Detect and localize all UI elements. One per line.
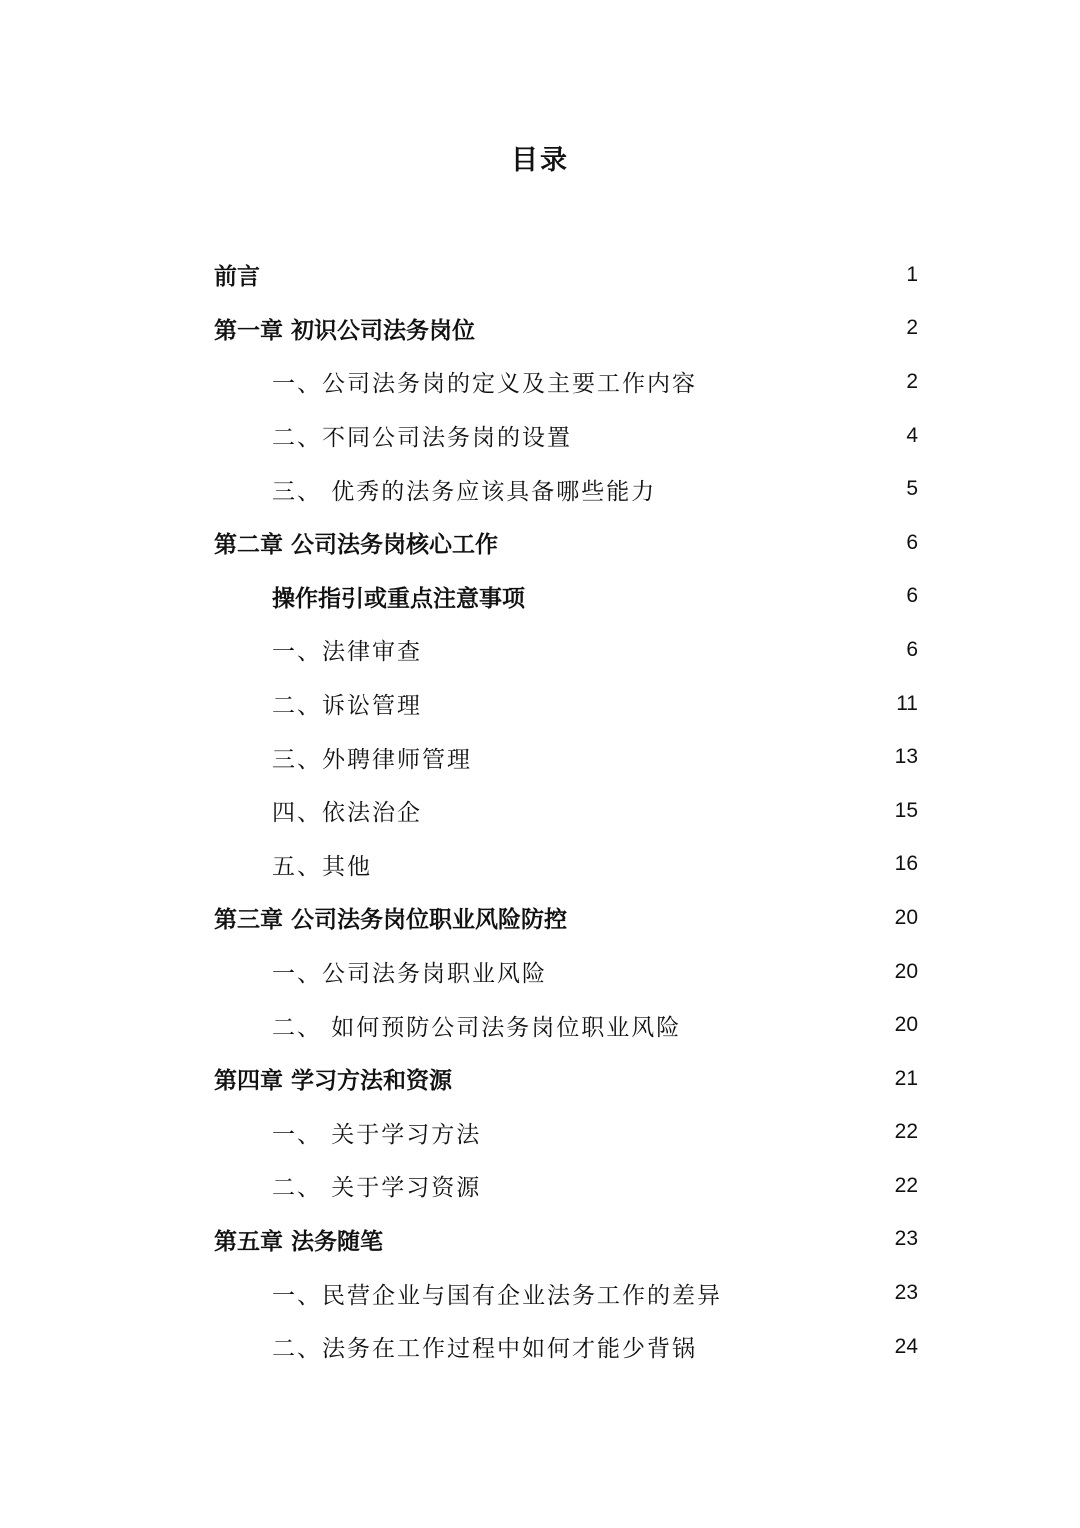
toc-entry-label: 第二章 公司法务岗核心工作	[214, 532, 499, 559]
toc-entry-label: 二、不同公司法务岗的设置	[272, 425, 572, 452]
toc-entry-chapter-1[interactable]	[214, 302, 918, 356]
toc-entry-label: 五、其他	[272, 853, 372, 880]
toc-entry-label: 二、诉讼管理	[272, 693, 422, 720]
toc-entry-page-number: 20	[894, 905, 918, 929]
toc-entry-page-number: 20	[894, 959, 918, 983]
toc-entry-chapter-3[interactable]	[214, 891, 918, 945]
toc-entry-page-number: 23	[894, 1281, 918, 1305]
toc-entry-chapter-5[interactable]	[214, 1213, 918, 1267]
toc-entry-section[interactable]	[214, 784, 918, 838]
toc-entry-page-number: 6	[906, 637, 918, 661]
toc-entry-label: 第三章 公司法务岗位职业风险防控	[214, 907, 568, 934]
toc-entry-label: 一、公司法务岗职业风险	[272, 961, 547, 988]
toc-entry-page-number: 13	[894, 745, 918, 769]
toc-entry-section[interactable]	[214, 730, 918, 784]
page-title: 目录	[511, 145, 569, 176]
toc-entry-label: 一、民营企业与国有企业法务工作的差异	[272, 1282, 722, 1309]
toc-entry-section[interactable]	[214, 1159, 918, 1213]
toc-entry-label: 三、 优秀的法务应该具备哪些能力	[272, 478, 657, 505]
toc-entry-label: 第五章 法务随笔	[214, 1228, 384, 1255]
toc-entry-label: 前言	[214, 264, 260, 291]
toc-entry-page-number: 24	[894, 1334, 918, 1358]
toc-entry-section[interactable]	[214, 838, 918, 892]
toc-entry-section[interactable]	[214, 462, 918, 516]
toc-entry-page-number: 22	[894, 1120, 918, 1144]
toc-entry-section[interactable]	[214, 677, 918, 731]
toc-entry-label: 一、法律审查	[272, 639, 422, 666]
toc-entry-page-number: 6	[906, 584, 918, 608]
toc-entry-label: 二、法务在工作过程中如何才能少背锅	[272, 1336, 697, 1363]
toc-entry-section[interactable]	[214, 1106, 918, 1160]
toc-entry-preface[interactable]	[214, 248, 918, 302]
toc-entry-chapter-4[interactable]	[214, 1052, 918, 1106]
toc-entry-label: 第一章 初识公司法务岗位	[214, 317, 476, 344]
toc-entry-chapter-2[interactable]	[214, 516, 918, 570]
toc-entry-section[interactable]	[214, 1266, 918, 1320]
toc-entry-section[interactable]	[214, 623, 918, 677]
toc-entry-label: 四、依法治企	[272, 800, 422, 827]
toc-entry-label: 二、 如何预防公司法务岗位职业风险	[272, 1014, 682, 1041]
toc-entry-page-number: 5	[906, 477, 918, 501]
toc-entry-section[interactable]	[214, 355, 918, 409]
toc-entry-label: 一、公司法务岗的定义及主要工作内容	[272, 371, 697, 398]
toc-entry-section[interactable]	[214, 998, 918, 1052]
toc-entry-page-number: 21	[894, 1066, 918, 1090]
toc-entry-page-number: 2	[906, 316, 918, 340]
toc-entry-label: 一、 关于学习方法	[272, 1121, 482, 1148]
toc-entry-section[interactable]	[214, 945, 918, 999]
toc-entry-page-number: 16	[894, 852, 918, 876]
toc-entry-label: 二、 关于学习资源	[272, 1175, 482, 1202]
toc-entry-page-number: 2	[906, 369, 918, 393]
toc-entry-page-number: 22	[894, 1173, 918, 1197]
toc-entry-page-number: 20	[894, 1013, 918, 1037]
toc-entry-page-number: 15	[894, 798, 918, 822]
toc-entry-page-number: 4	[906, 423, 918, 447]
toc-entry-label: 操作指引或重点注意事项	[272, 585, 525, 612]
toc-entry-label: 三、外聘律师管理	[272, 746, 472, 773]
toc-entry-page-number: 1	[906, 262, 918, 286]
toc-entry-chapter-subtitle[interactable]	[214, 570, 918, 624]
toc-entry-page-number: 11	[896, 691, 918, 715]
toc-entry-label: 第四章 学习方法和资源	[214, 1068, 453, 1095]
toc-entry-section[interactable]	[214, 1320, 918, 1374]
table-of-contents	[214, 248, 918, 1373]
toc-entry-page-number: 6	[906, 530, 918, 554]
toc-entry-section[interactable]	[214, 409, 918, 463]
toc-entry-page-number: 23	[894, 1227, 918, 1251]
